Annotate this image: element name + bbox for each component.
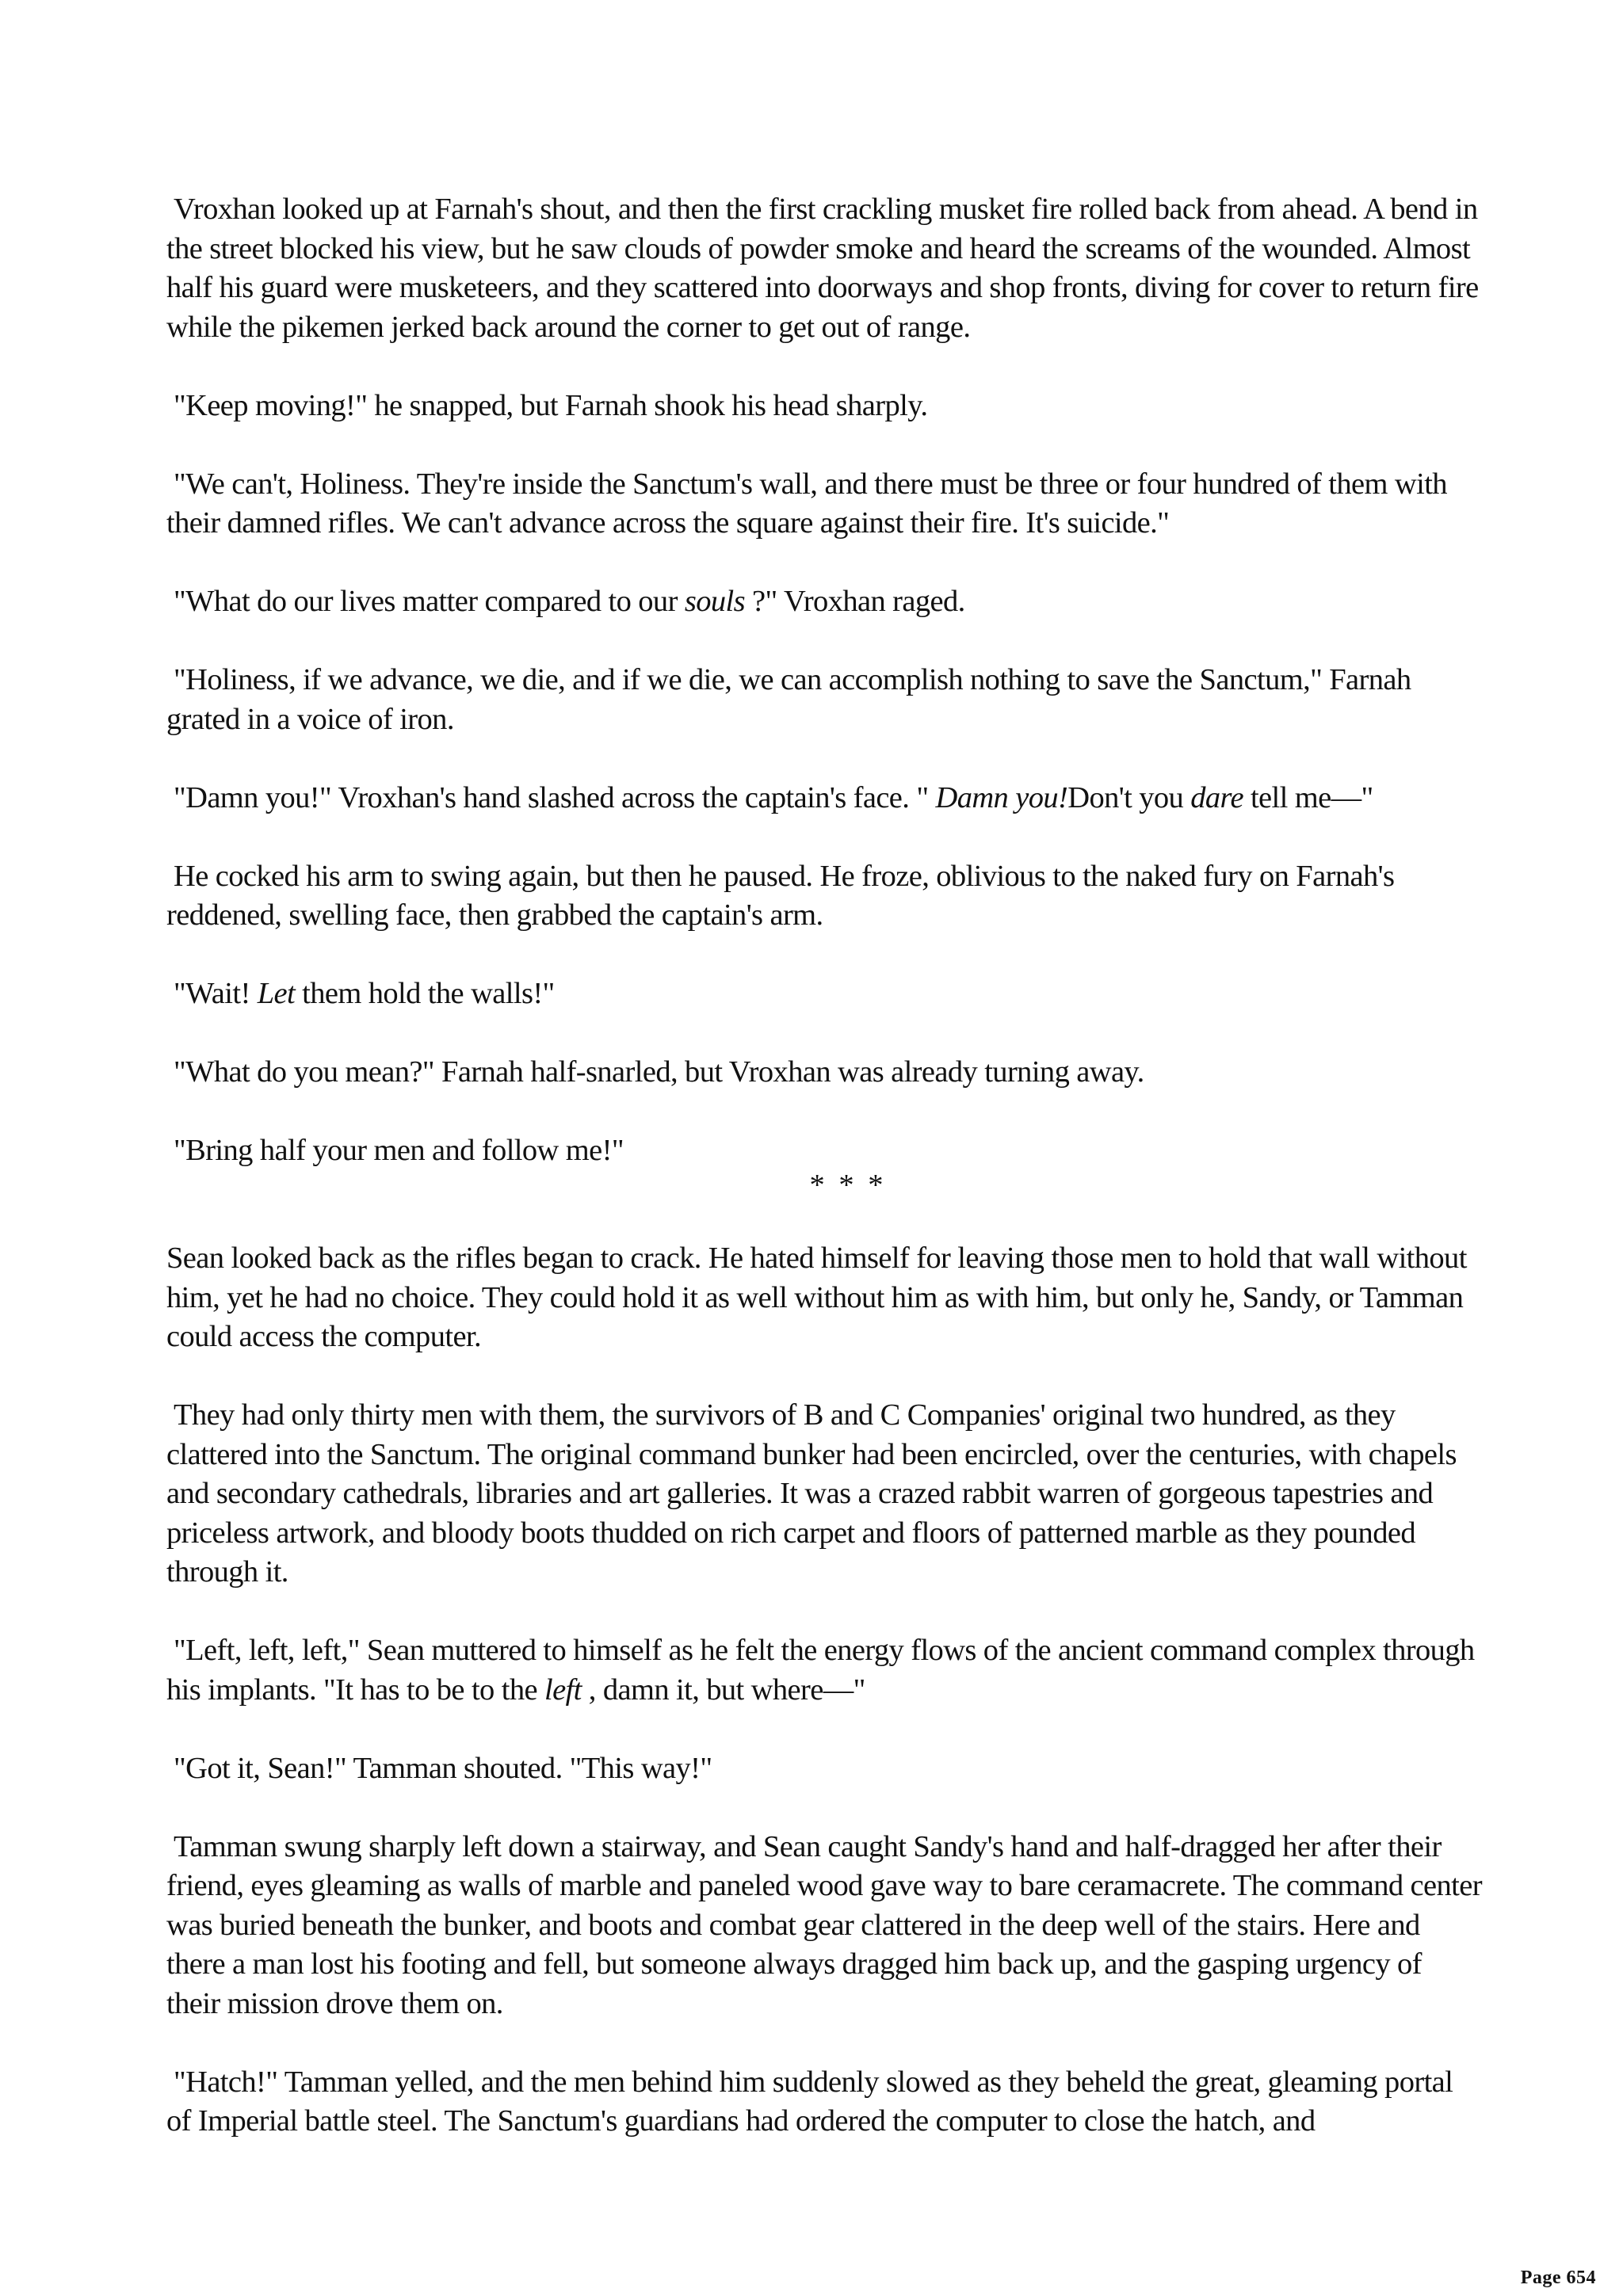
text-segment: "Holiness, if we advance, we die, and if we die, we can accomplish nothing to save the Sanctum," Farnah grated in a voice of iron. bbox=[166, 663, 1411, 736]
paragraph-4 bbox=[166, 582, 1482, 622]
page-number: Page 654 bbox=[1520, 2267, 1596, 2288]
paragraph-1 bbox=[166, 190, 1482, 347]
paragraph-13 bbox=[166, 1631, 1482, 1710]
paragraph-10 bbox=[166, 1131, 1482, 1171]
scene-break: * * * bbox=[809, 1168, 887, 1202]
text-segment: Don't you bbox=[1067, 780, 1191, 814]
italic-text: Let bbox=[257, 977, 296, 1010]
italic-text: dare bbox=[1190, 780, 1243, 814]
text-segment: tell me—" bbox=[1243, 780, 1373, 814]
paragraph-11 bbox=[166, 1239, 1482, 1357]
paragraph-7 bbox=[166, 857, 1482, 936]
text-segment: "Hatch!" Tamman yelled, and the men behind him suddenly slowed as they beheld the great, gleaming portal of Imperial battle steel. The Sanctum's guardians had ordered the computer to close the hatch, and bbox=[166, 2065, 1453, 2138]
paragraph-6 bbox=[166, 779, 1482, 818]
text-segment: He cocked his arm to swing again, but then he paused. He froze, oblivious to the naked fury on Farnah's reddened, swelling face, then grabbed the captain's arm. bbox=[166, 859, 1395, 932]
text-segment: Sean looked back as the rifles began to crack. He hated himself for leaving those men to hold that wall without him, yet he had no choice. They could hold it as well without him as with him, but only he, Sandy, or Tamman could access the computer. bbox=[166, 1241, 1467, 1353]
text-segment: "What do you mean?" Farnah half-snarled, but Vroxhan was already turning away. bbox=[174, 1055, 1144, 1089]
paragraph-14 bbox=[166, 1749, 1482, 1789]
italic-text: left bbox=[544, 1672, 582, 1707]
text-segment: "Bring half your men and follow me!" bbox=[174, 1134, 624, 1167]
text-segment: them hold the walls!" bbox=[295, 977, 555, 1010]
paragraph-12 bbox=[166, 1396, 1482, 1592]
text-segment: "Got it, Sean!" Tamman shouted. "This way!" bbox=[174, 1751, 712, 1785]
paragraph-16 bbox=[166, 2063, 1482, 2142]
text-segment: They had only thirty men with them, the survivors of B and C Companies' original two hundred, as they clattered into the Sanctum. The original command bunker had been encircled, over the centuries, with chapels and secondary cathedrals, libraries and art galleries. It was a crazed rabbit warren of gorgeous tapestries and priceless artwork, and bloody boots thudded on rich carpet and floors of patterned marble as they pounded through it. bbox=[166, 1398, 1457, 1589]
text-segment: Tamman swung sharply left down a stairway, and Sean caught Sandy's hand and half-dragged her after their friend, eyes gleaming as walls of marble and paneled wood gave way to bare ceramacrete. The command center was buried beneath the bunker, and boots and combat gear clattered in the deep well of the stairs. Here and there a man lost his footing and fell, but someone always dragged him back up, and the gasping urgency of their mission drove them on. bbox=[166, 1829, 1482, 2020]
text-segment: ?" Vroxhan raged. bbox=[744, 585, 965, 618]
paragraph-3 bbox=[166, 465, 1482, 543]
text-segment: "Damn you!" Vroxhan's hand slashed across the captain's face. " bbox=[174, 780, 936, 814]
paragraph-9 bbox=[166, 1053, 1482, 1093]
text-segment: "Keep moving!" he snapped, but Farnah shook his head sharply. bbox=[174, 388, 928, 422]
paragraph-15 bbox=[166, 1828, 1482, 2024]
text-segment: , damn it, but where—" bbox=[581, 1672, 865, 1707]
page-body bbox=[166, 190, 1482, 2142]
text-segment: "Left, left, left," Sean muttered to himself as he felt the energy flows of the ancient command complex through his implants. "It has to be to the bbox=[166, 1634, 1475, 1707]
text-segment: "Wait! bbox=[174, 977, 258, 1010]
italic-text: souls bbox=[684, 585, 745, 618]
text-segment: "What do our lives matter compared to our bbox=[174, 585, 685, 618]
paragraph-2 bbox=[166, 387, 1482, 426]
italic-text: Damn you! bbox=[935, 780, 1068, 814]
text-segment: "We can't, Holiness. They're inside the Sanctum's wall, and there must be three or four hundred of them with their damned rifles. We can't advance across the square against their fire. It's suicide." bbox=[166, 467, 1447, 540]
paragraph-8 bbox=[166, 974, 1482, 1014]
paragraph-5 bbox=[166, 661, 1482, 739]
text-segment: Vroxhan looked up at Farnah's shout, and then the first crackling musket fire rolled back from ahead. A bend in the street blocked his view, but he saw clouds of powder smoke and heard the screams of the wounded. Almost half his guard were musketeers, and they scattered into doorways and shop fronts, diving for cover to return fire while the pikemen jerked back around the corner to get out of range. bbox=[166, 193, 1479, 344]
